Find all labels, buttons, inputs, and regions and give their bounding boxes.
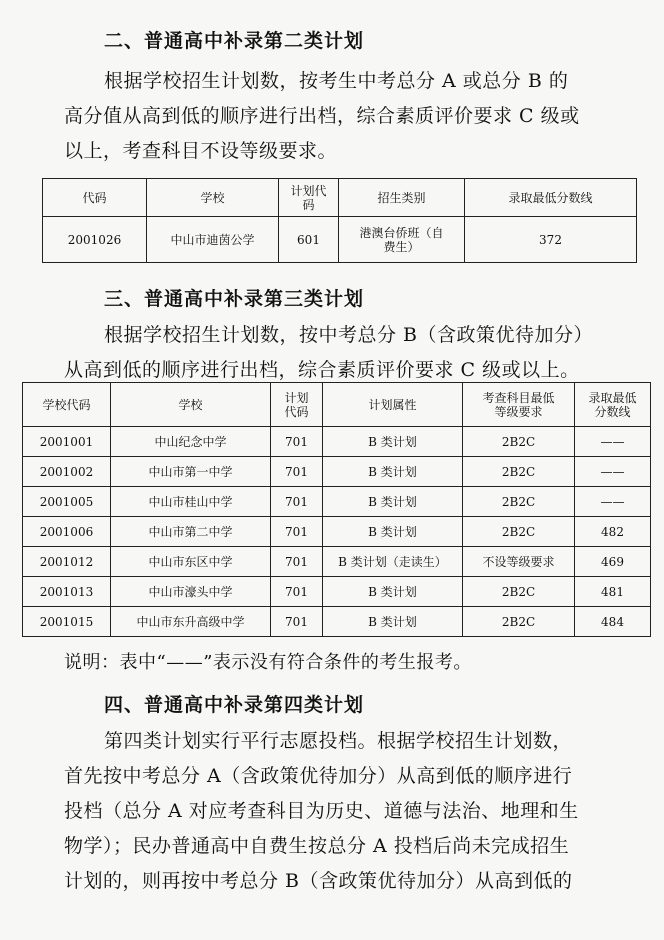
table-cell: B 类计划 — [323, 457, 463, 487]
table-cell: 2B2C — [463, 457, 575, 487]
table-header-row — [23, 383, 651, 427]
table-cell: 2001001 — [23, 427, 111, 457]
table-cell: 中山市东区中学 — [111, 547, 271, 577]
table-cell: 2001012 — [23, 547, 111, 577]
table-cell: 2B2C — [463, 487, 575, 517]
paragraph-line: 投档（总分 A 对应考查科目为历史、道德与法治、地理和生 — [64, 800, 579, 822]
table-cell: 中山市东升高级中学 — [111, 607, 271, 637]
table-header-row — [43, 179, 637, 217]
table-cell: 2001026 — [43, 217, 147, 263]
table-cell: 中山市濠头中学 — [111, 577, 271, 607]
plan-2-table — [42, 178, 637, 263]
table-cell: 481 — [575, 577, 651, 607]
table-cell: 中山纪念中学 — [111, 427, 271, 457]
table-row — [23, 517, 651, 547]
paragraph-line: 物学）；民办普通高中自费生按总分 A 投档后尚未完成招生 — [64, 835, 570, 857]
table-row — [23, 577, 651, 607]
paragraph-line: 高分值从高到低的顺序进行出档，综合素质评价要求 C 级或 — [64, 105, 580, 127]
table-cell: B 类计划 — [323, 577, 463, 607]
table-cell: B 类计划 — [323, 517, 463, 547]
table-cell: 中山市桂山中学 — [111, 487, 271, 517]
table-cell: 701 — [271, 547, 323, 577]
header-cell: 计划属性 — [323, 383, 463, 427]
table-cell: 2001002 — [23, 457, 111, 487]
table-cell: 中山市第一中学 — [111, 457, 271, 487]
table-cell: 港澳台侨班（自费生） — [339, 217, 465, 263]
table-cell: 2001013 — [23, 577, 111, 607]
table-cell: 601 — [279, 217, 339, 263]
table-cell: 701 — [271, 457, 323, 487]
section-heading-3: 三、普通高中补录第三类计划 — [104, 288, 365, 310]
table-row — [43, 217, 637, 263]
table-cell: 2B2C — [463, 427, 575, 457]
table-cell: 中山市迪茵公学 — [147, 217, 279, 263]
table-row — [23, 607, 651, 637]
section-heading-4: 四、普通高中补录第四类计划 — [104, 694, 365, 716]
table-cell: 2001005 — [23, 487, 111, 517]
table-cell: 484 — [575, 607, 651, 637]
paragraph-line: 以上，考查科目不设等级要求。 — [64, 140, 338, 162]
header-cell: 学校 — [111, 383, 271, 427]
table-cell: 372 — [465, 217, 637, 263]
table-cell: 482 — [575, 517, 651, 547]
paragraph-line: 根据学校招生计划数，按考生中考总分 A 或总分 B 的 — [104, 70, 569, 92]
table-cell: —— — [575, 427, 651, 457]
table-cell: 2B2C — [463, 607, 575, 637]
paragraph-line: 计划的，则再按中考总分 B（含政策优待加分）从高到低的 — [64, 870, 573, 892]
header-cell: 代码 — [43, 179, 147, 217]
table-row — [23, 487, 651, 517]
header-cell: 计划代码 — [279, 179, 339, 217]
table-cell: B 类计划 — [323, 427, 463, 457]
section-2-paragraph — [64, 64, 624, 169]
table-cell: 不设等级要求 — [463, 547, 575, 577]
table-note: 说明：表中“——”表示没有符合条件的考生报考。 — [64, 652, 472, 673]
header-cell: 考查科目最低等级要求 — [463, 383, 575, 427]
paragraph-line: 第四类计划实行平行志愿投档。根据学校招生计划数， — [104, 730, 573, 752]
paragraph-line: 从高到低的顺序进行出档，综合素质评价要求 C 级或以上。 — [64, 359, 580, 381]
header-cell: 学校 — [147, 179, 279, 217]
header-cell: 招生类别 — [339, 179, 465, 217]
table-cell: —— — [575, 457, 651, 487]
table-cell: 中山市第二中学 — [111, 517, 271, 547]
table-cell: 2001006 — [23, 517, 111, 547]
paragraph-line: 根据学校招生计划数，按中考总分 B（含政策优待加分） — [104, 324, 594, 346]
header-cell: 计划代码 — [271, 383, 323, 427]
section-3-paragraph — [64, 318, 644, 388]
table-cell: 469 — [575, 547, 651, 577]
plan-3-table — [22, 382, 651, 637]
table-row — [23, 427, 651, 457]
table-cell: 701 — [271, 427, 323, 457]
table-cell: B 类计划 — [323, 607, 463, 637]
table-row — [23, 547, 651, 577]
table-cell: 701 — [271, 607, 323, 637]
table-cell: 701 — [271, 577, 323, 607]
table-cell: —— — [575, 487, 651, 517]
table-cell: 2B2C — [463, 517, 575, 547]
table-cell: B 类计划 — [323, 487, 463, 517]
paragraph-line: 首先按中考总分 A（含政策优待加分）从高到低的顺序进行 — [64, 765, 573, 787]
table-cell: 701 — [271, 487, 323, 517]
table-cell: 2001015 — [23, 607, 111, 637]
section-4-paragraph — [64, 724, 624, 899]
table-row — [23, 457, 651, 487]
header-cell: 学校代码 — [23, 383, 111, 427]
table-cell: B 类计划（走读生） — [323, 547, 463, 577]
table-cell: 701 — [271, 517, 323, 547]
section-heading-2: 二、普通高中补录第二类计划 — [104, 30, 365, 52]
header-cell: 录取最低分数线 — [465, 179, 637, 217]
table-cell: 2B2C — [463, 577, 575, 607]
header-cell: 录取最低分数线 — [575, 383, 651, 427]
